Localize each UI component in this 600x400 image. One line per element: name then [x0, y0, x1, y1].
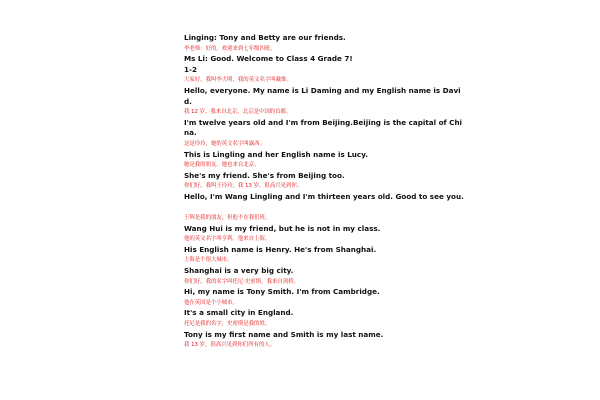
english-line: Hello, I'm Wang Lingling and I'm thirteen years old. Good to see you.	[184, 191, 464, 201]
chinese-translation-line: 她是我的朋友。她也来自北京。	[184, 162, 260, 169]
english-line: Hello, everyone. My name is Li Daming and my English name is Davi	[184, 85, 461, 95]
english-line: She's my friend. She's from Beijing too.	[184, 170, 345, 180]
dialogue-text-block	[184, 33, 464, 351]
chinese-translation-line: 我 13 岁，很高兴见到你们所有的人。	[184, 342, 276, 349]
english-line: Shanghai is a very big city.	[184, 266, 294, 276]
chinese-translation-line: 托尼是我的名字，史密斯是我的姓。	[184, 321, 271, 328]
english-line: Wang Hui is my friend, but he is not in my class.	[184, 223, 381, 233]
chinese-translation-line: 我 12 岁，我来自北京。北京是中国的首都。	[184, 109, 292, 116]
english-line: Linging: Tony and Betty are our friends.	[184, 33, 346, 42]
english-line: I'm twelve years old and I'm from Beijing.Beijing is the capital of Chi	[184, 117, 463, 127]
section-number: 1-2	[184, 64, 197, 74]
chinese-translation-line: 这是玲玲，她的英文名字叫露西。	[184, 140, 265, 147]
english-line: Hi, my name is Tony Smith. I'm from Cambridge.	[184, 287, 380, 297]
english-line: na.	[184, 128, 197, 138]
chinese-translation-line: 李老师：好的。欢迎来到七年级四班。	[184, 45, 276, 52]
english-line: His English name is Henry. He's from Shanghai.	[184, 244, 377, 254]
english-line: This is Lingling and her English name is Lucy.	[184, 149, 368, 159]
chinese-translation-line: 你们好，我的名字叫托尼·史密斯。我来自剑桥。	[184, 278, 299, 285]
english-line: Tony is my first name and Smith is my last name.	[184, 329, 384, 339]
chinese-translation-line: 他的英文名字叫亨利。他来自上海。	[184, 236, 271, 243]
paragraph-gap	[184, 203, 429, 214]
chinese-translation-line: 你们好，我叫王玲玲，我 13 岁。很高兴见到你。	[184, 183, 303, 190]
english-line: Ms Li: Good. Welcome to Class 4 Grade 7!	[184, 54, 353, 64]
chinese-translation-line: 他在英国是个小城市。	[184, 299, 238, 306]
chinese-translation-line: 大家好，我叫李大明，我的英文名字叫戴维。	[184, 77, 292, 84]
chinese-translation-line: 上海是个很大城市。	[184, 257, 233, 264]
english-line: It's a small city in England.	[184, 308, 294, 318]
english-line: d.	[184, 96, 192, 106]
chinese-translation-line: 王辉是我的朋友，但他不在我们班。	[184, 215, 271, 222]
